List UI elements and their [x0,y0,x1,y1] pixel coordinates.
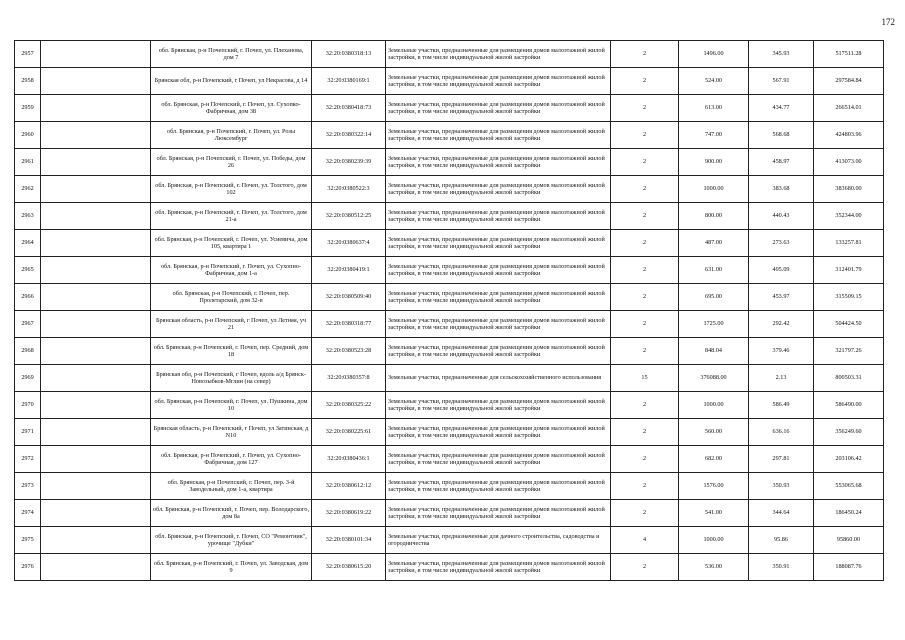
blank-cell [41,203,151,230]
specific-value-cell: 350.91 [749,554,814,581]
cadastral-number-cell: 32:20:0380637:4 [312,230,386,257]
table-row [15,149,884,176]
cadastral-value-cell: 383680.00 [814,176,884,203]
row-number: 2961 [15,149,41,176]
table-row [15,392,884,419]
area-cell: 541.00 [679,500,749,527]
row-number: 2969 [15,365,41,392]
area-cell: 1576.00 [679,473,749,500]
row-number: 2958 [15,68,41,95]
specific-value-cell: 379.46 [749,338,814,365]
blank-cell [41,284,151,311]
table-row [15,554,884,581]
address-cell: обл. Брянская, р-н Почепский, г. Почеп, пер. 3-й Заводельный, дом 1-а, квартира [151,473,312,500]
table-row [15,284,884,311]
address-cell: обл. Брянская, р-н Почепский, г. Почеп, ул. Розы Люксембург [151,122,312,149]
cadastral-value-cell: 203106.42 [814,446,884,473]
category-cell: 2 [611,419,679,446]
category-cell: 2 [611,338,679,365]
area-cell: 631.00 [679,257,749,284]
cadastral-value-cell: 352344.00 [814,203,884,230]
specific-value-cell: 350.93 [749,473,814,500]
category-cell: 2 [611,311,679,338]
land-use-cell: Земельные участки, предназначенные для размещения домов малоэтажной жилой застройки, в том числе индивидуальной жилой застройки [386,311,611,338]
blank-cell [41,392,151,419]
land-use-cell: Земельные участки, предназначенные для размещения домов малоэтажной жилой застройки, в том числе индивидуальной жилой застройки [386,149,611,176]
category-cell: 2 [611,149,679,176]
address-cell: обл. Брянская, р-н Почепский, г. Почеп, ул. Заводская, дом 9 [151,554,312,581]
cadastral-number-cell: 32:20:0380619:22 [312,500,386,527]
row-number: 2972 [15,446,41,473]
table-body [15,41,884,581]
category-cell: 2 [611,122,679,149]
category-cell: 4 [611,527,679,554]
area-cell: 900.00 [679,149,749,176]
address-cell: Брянская область, р-н Почепский, г Почеп, ул Затинская, д N10 [151,419,312,446]
cadastral-number-cell: 32:20:0380523:28 [312,338,386,365]
land-use-cell: Земельные участки, предназначенные для размещения домов малоэтажной жилой застройки, в том числе индивидуальной жилой застройки [386,473,611,500]
land-use-cell: Земельные участки, предназначенные для размещения домов малоэтажной жилой застройки, в том числе индивидуальной жилой застройки [386,554,611,581]
address-cell: обл. Брянская, р-н Почепский, г. Почеп, ул. Победы, дом 26 [151,149,312,176]
blank-cell [41,95,151,122]
cadastral-number-cell: 32:20:0380322:14 [312,122,386,149]
category-cell: 2 [611,203,679,230]
cadastral-value-cell: 553065.68 [814,473,884,500]
specific-value-cell: 383.68 [749,176,814,203]
cadastral-value-cell: 297584.84 [814,68,884,95]
cadastral-value-cell: 504424.50 [814,311,884,338]
cadastral-number-cell: 32:20:0380101:34 [312,527,386,554]
area-cell: 613.00 [679,95,749,122]
table-row [15,257,884,284]
blank-cell [41,554,151,581]
area-cell: 524.00 [679,68,749,95]
cadastral-number-cell: 32:20:0380357:8 [312,365,386,392]
row-number: 2967 [15,311,41,338]
land-use-cell: Земельные участки, предназначенные для размещения домов малоэтажной жилой застройки, в том числе индивидуальной жилой застройки [386,68,611,95]
table-row [15,176,884,203]
row-number: 2973 [15,473,41,500]
area-cell: 1725.00 [679,311,749,338]
category-cell: 2 [611,284,679,311]
table-row [15,95,884,122]
cadastral-value-cell: 266514.01 [814,95,884,122]
row-number: 2974 [15,500,41,527]
land-use-cell: Земельные участки, предназначенные для размещения домов малоэтажной жилой застройки, в том числе индивидуальной жилой застройки [386,284,611,311]
category-cell: 2 [611,554,679,581]
area-cell: 1000.00 [679,527,749,554]
specific-value-cell: 344.64 [749,500,814,527]
address-cell: обл. Брянская, р-н Почепский, г. Почеп, ул. Сухопко-Фабричная, дом 38 [151,95,312,122]
land-use-cell: Земельные участки, предназначенные для размещения домов малоэтажной жилой застройки, в том числе индивидуальной жилой застройки [386,95,611,122]
address-cell: обл. Брянская, р-н Почепский, г. Почеп, ул. Сухопно-Фабричная, дом 1-а [151,257,312,284]
category-cell: 2 [611,473,679,500]
blank-cell [41,149,151,176]
specific-value-cell: 586.49 [749,392,814,419]
table-row [15,203,884,230]
row-number: 2965 [15,257,41,284]
cadastral-number-cell: 32:20:0380418:73 [312,95,386,122]
area-cell: 560.00 [679,419,749,446]
table-row [15,41,884,68]
cadastral-value-cell: 424803.96 [814,122,884,149]
row-number: 2966 [15,284,41,311]
table-row [15,230,884,257]
blank-cell [41,176,151,203]
page-number: 172 [881,17,895,27]
area-cell: 487.00 [679,230,749,257]
row-number: 2957 [15,41,41,68]
cadastral-number-cell: 32:20:0380436:1 [312,446,386,473]
cadastral-number-cell: 32:20:0380239:39 [312,149,386,176]
address-cell: обл. Брянская, р-н Почепский, г. Почеп, ул. Сухопно-Фабричная, дом 127 [151,446,312,473]
land-use-cell: Земельные участки, предназначенные для размещения домов малоэтажной жилой застройки, в том числе индивидуальной жилой застройки [386,176,611,203]
blank-cell [41,419,151,446]
table-row [15,338,884,365]
category-cell: 2 [611,500,679,527]
table-row [15,419,884,446]
land-use-cell: Земельные участки, предназначенные для размещения домов малоэтажной жилой застройки, в том числе индивидуальной жилой застройки [386,338,611,365]
land-use-cell: Земельные участки, предназначенные для сельскохозяйственного использования [386,365,611,392]
specific-value-cell: 2.13 [749,365,814,392]
area-cell: 536.00 [679,554,749,581]
land-use-cell: Земельные участки, предназначенные для размещения домов малоэтажной жилой застройки, в том числе индивидуальной жилой застройки [386,122,611,149]
row-number: 2976 [15,554,41,581]
cadastral-value-table [14,40,884,581]
table-row [15,311,884,338]
cadastral-number-cell: 32:20:0380509:40 [312,284,386,311]
table-row [15,473,884,500]
blank-cell [41,122,151,149]
cadastral-number-cell: 32:20:0380419:1 [312,257,386,284]
blank-cell [41,41,151,68]
row-number: 2975 [15,527,41,554]
cadastral-number-cell: 32:20:0380318:77 [312,311,386,338]
land-use-cell: Земельные участки, предназначенные для дачного строительства, садоводства и огородничества [386,527,611,554]
category-cell: 2 [611,95,679,122]
area-cell: 695.00 [679,284,749,311]
category-cell: 2 [611,446,679,473]
row-number: 2964 [15,230,41,257]
cadastral-value-cell: 315509.15 [814,284,884,311]
row-number: 2970 [15,392,41,419]
category-cell: 2 [611,230,679,257]
category-cell: 15 [611,365,679,392]
table-row [15,527,884,554]
specific-value-cell: 273.63 [749,230,814,257]
specific-value-cell: 440.43 [749,203,814,230]
address-cell: обл. Брянская, р-н Почепский, г. Почеп, пер. Володарского, дом 8а [151,500,312,527]
cadastral-value-cell: 800503.31 [814,365,884,392]
specific-value-cell: 297.81 [749,446,814,473]
address-cell: обл. Брянская, р-н Почепский, г. Почеп, ул. Толстого, дом 21-а [151,203,312,230]
specific-value-cell: 568.68 [749,122,814,149]
table-row [15,500,884,527]
blank-cell [41,365,151,392]
category-cell: 2 [611,68,679,95]
cadastral-value-cell: 95860.00 [814,527,884,554]
address-cell: Брянская обл, р-н Почепский, г Почеп, ул Некрасова, д 14 [151,68,312,95]
cadastral-number-cell: 32:20:0380512:25 [312,203,386,230]
land-use-cell: Земельные участки, предназначенные для размещения домов малоэтажной жилой застройки, в том числе индивидуальной жилой застройки [386,203,611,230]
land-use-cell: Земельные участки, предназначенные для размещения домов малоэтажной жилой застройки, в том числе индивидуальной жилой застройки [386,257,611,284]
row-number: 2959 [15,95,41,122]
area-cell: 800.00 [679,203,749,230]
specific-value-cell: 434.77 [749,95,814,122]
cadastral-value-cell: 312401.79 [814,257,884,284]
address-cell: обл. Брянская, р-н Почепский, г. Почеп, пер. Пролетарский, дом 32-в [151,284,312,311]
specific-value-cell: 292.42 [749,311,814,338]
area-cell: 747.00 [679,122,749,149]
table-row [15,122,884,149]
cadastral-number-cell: 32:20:0380318:13 [312,41,386,68]
cadastral-number-cell: 32:20:0380522:3 [312,176,386,203]
area-cell: 1496.00 [679,41,749,68]
address-cell: обл. Брянская, р-н Почепский, г. Почеп, ул. Пушкина, дом 10 [151,392,312,419]
land-use-cell: Земельные участки, предназначенные для размещения домов малоэтажной жилой застройки, в том числе индивидуальной жилой застройки [386,419,611,446]
specific-value-cell: 458.97 [749,149,814,176]
category-cell: 2 [611,392,679,419]
area-cell: 1000.00 [679,176,749,203]
blank-cell [41,473,151,500]
address-cell: Брянская область, р-н Почепский, г Почеп, ул Летняя, уч 21 [151,311,312,338]
table-row [15,68,884,95]
table-row [15,446,884,473]
specific-value-cell: 567.91 [749,68,814,95]
cadastral-value-cell: 413073.00 [814,149,884,176]
area-cell: 376088.00 [679,365,749,392]
category-cell: 2 [611,257,679,284]
address-cell: обл. Брянская, р-н Почепский, г. Почеп, ул. Усиевича, дом 105, квартира 1 [151,230,312,257]
category-cell: 2 [611,41,679,68]
row-number: 2971 [15,419,41,446]
cadastral-value-cell: 586490.00 [814,392,884,419]
blank-cell [41,446,151,473]
land-use-cell: Земельные участки, предназначенные для размещения домов малоэтажной жилой застройки, в том числе индивидуальной жилой застройки [386,500,611,527]
cadastral-number-cell: 32:20:0380169:1 [312,68,386,95]
cadastral-value-cell: 356249.60 [814,419,884,446]
cadastral-number-cell: 32:20:0380225:61 [312,419,386,446]
cadastral-value-cell: 517511.28 [814,41,884,68]
cadastral-number-cell: 32:20:0380612:12 [312,473,386,500]
specific-value-cell: 495.09 [749,257,814,284]
category-cell: 2 [611,176,679,203]
land-use-cell: Земельные участки, предназначенные для размещения домов малоэтажной жилой застройки, в том числе индивидуальной жилой застройки [386,392,611,419]
blank-cell [41,230,151,257]
land-use-cell: Земельные участки, предназначенные для размещения домов малоэтажной жилой застройки, в том числе индивидуальной жилой застройки [386,446,611,473]
specific-value-cell: 636.16 [749,419,814,446]
blank-cell [41,338,151,365]
cadastral-value-cell: 321797.26 [814,338,884,365]
blank-cell [41,68,151,95]
specific-value-cell: 95.86 [749,527,814,554]
specific-value-cell: 453.97 [749,284,814,311]
land-use-cell: Земельные участки, предназначенные для размещения домов малоэтажной жилой застройки, в том числе индивидуальной жилой застройки [386,41,611,68]
blank-cell [41,527,151,554]
address-cell: обл. Брянская, р-н Почепский, г. Почеп, СО "Ремонтник", урочище "Дубки" [151,527,312,554]
cadastral-value-cell: 186450.24 [814,500,884,527]
table-row [15,365,884,392]
specific-value-cell: 345.93 [749,41,814,68]
row-number: 2968 [15,338,41,365]
blank-cell [41,500,151,527]
area-cell: 1000.00 [679,392,749,419]
cadastral-number-cell: 32:20:0380615:20 [312,554,386,581]
area-cell: 682.00 [679,446,749,473]
land-use-cell: Земельные участки, предназначенные для размещения домов малоэтажной жилой застройки, в том числе индивидуальной жилой застройки [386,230,611,257]
cadastral-value-cell: 188087.76 [814,554,884,581]
blank-cell [41,257,151,284]
row-number: 2963 [15,203,41,230]
cadastral-number-cell: 32:20:0380325:22 [312,392,386,419]
address-cell: обл. Брянская, р-н Почепский, г. Почеп, ул. Плеханова, дом 7 [151,41,312,68]
row-number: 2960 [15,122,41,149]
blank-cell [41,311,151,338]
address-cell: Брянская обл, р-н Почепский, г Почеп, вдоль а/д Брянск-Новозыбков-Мглин (на север) [151,365,312,392]
row-number: 2962 [15,176,41,203]
address-cell: обл. Брянская, р-н Почепский, г. Почеп, ул. Толстого, дом 102 [151,176,312,203]
cadastral-value-cell: 133257.81 [814,230,884,257]
area-cell: 848.04 [679,338,749,365]
address-cell: обл. Брянская, р-н Почепский, г. Почеп, пер. Средний, дом 18 [151,338,312,365]
